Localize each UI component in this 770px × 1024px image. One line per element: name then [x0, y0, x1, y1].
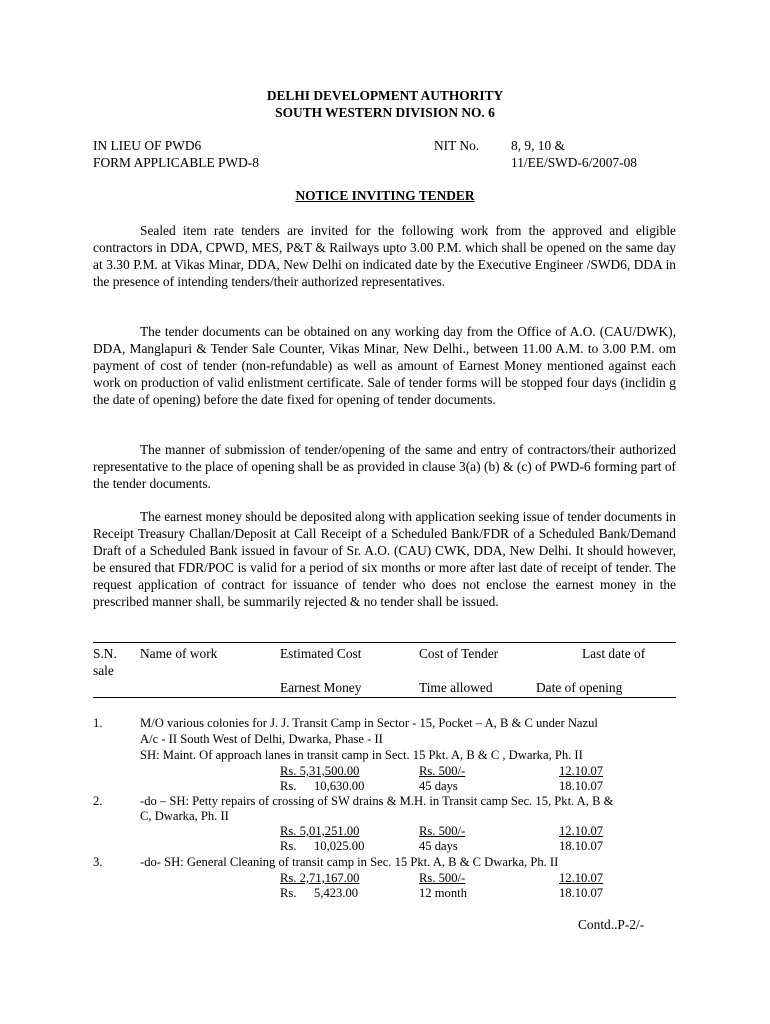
row-last-date: 12.10.07: [559, 764, 604, 778]
row-estimated-cost: Rs. 5,31,500.00: [280, 764, 360, 778]
org-title: DELHI DEVELOPMENT AUTHORITY: [266, 88, 504, 103]
nit-number-line-1: 8, 9, 10 &: [511, 138, 565, 153]
row-time-allowed: 45 days: [419, 779, 458, 793]
continued-note: Contd..P-2/-: [578, 917, 645, 932]
paragraph-1: Sealed item rate tenders are invited for the following work from the approved and eligible contractors in DDA, CPWD, MES, P&T & Railways upto 3.00 P.M. which shall be opened on the same day at 3.30 P.M. at Vikas Minar, DDA, New Delhi on indicated date by the Executive Engineer /SWD6, DDA in the presence of intending tenders/their authorized representatives.: [93, 223, 676, 289]
row-earnest-amount: 10,025.00: [314, 839, 365, 853]
nit-number-line-2: 11/EE/SWD-6/2007-08: [511, 155, 637, 170]
col-time-allowed: Time allowed: [419, 680, 493, 695]
row-earnest-rs: Rs.: [280, 886, 297, 900]
row-desc-line: A/c - II South West of Delhi, Dwarka, Phase - II: [140, 732, 383, 746]
form-text: FORM APPLICABLE PWD-8: [93, 155, 259, 170]
col-name-of-work: Name of work: [140, 646, 218, 661]
table-top-rule: [93, 642, 676, 643]
row-date-of-opening: 18.10.07: [559, 839, 604, 853]
row-date-of-opening: 18.10.07: [559, 886, 604, 900]
col-date-of-opening: Date of opening: [536, 680, 623, 695]
row-desc-line: -do- SH: General Cleaning of transit camp in Sec. 15 Pkt. A, B & C Dwarka, Ph. II: [140, 855, 559, 869]
division-title: SOUTH WESTERN DIVISION NO. 6: [275, 105, 495, 120]
col-earnest-money: Earnest Money: [280, 680, 362, 695]
col-cost-of-tender: Cost of Tender: [419, 646, 499, 661]
col-sn: S.N.: [93, 646, 117, 661]
paragraph-4: The earnest money should be deposited along with application seeking issue of tender documents in Receipt Treasury Challan/Deposit at Call Receipt of a Scheduled Bank/FDR of a Scheduled Bank/Demand Draft of a Scheduled Bank issued in favour of Sr. A.O. (CAU) CWK, DDA, New Delhi. It should however, be ensured that FDR/POC is valid for a period of six months or more after last date of receipt of tender. The request application of contract for issuance of tender who does not enclose the earnest money in the prescribed manner shall, be summarily rejected & no tender shall be issued.: [93, 509, 676, 609]
row-sn: 1.: [93, 716, 103, 730]
row-time-allowed: 45 days: [419, 839, 458, 853]
row-desc-line: M/O various colonies for J. J. Transit Camp in Sector - 15, Pocket – A, B & C under Nazul: [140, 716, 598, 730]
row-cost-of-tender: Rs. 500/-: [419, 871, 466, 885]
row-earnest-amount: 5,423.00: [314, 886, 359, 900]
row-desc-line: C, Dwarka, Ph. II: [140, 809, 229, 823]
row-estimated-cost: Rs. 5,01,251.00: [280, 824, 360, 838]
row-desc-line: -do – SH: Petty repairs of crossing of SW drains & M.H. in Transit camp Sec. 15, Pkt. A, B &: [140, 794, 614, 808]
col-estimated-cost: Estimated Cost: [280, 646, 362, 661]
notice-title: NOTICE INVITING TENDER: [295, 188, 475, 203]
paragraph-3: The manner of submission of tender/opening of the same and entry of contractors/their authorized representative to the place of opening shall be as provided in clause 3(a) (b) & (c) of PWD-6 forming part of the tender documents.: [93, 442, 676, 491]
lieu-text: IN LIEU OF PWD6: [93, 138, 202, 153]
row-cost-of-tender: Rs. 500/-: [419, 764, 466, 778]
paragraph-2: The tender documents can be obtained on any working day from the Office of A.O. (CAU/DWK), DDA, Manglapuri & Tender Sale Counter, Vikas Minar, New Delhi., between 11.00 A.M. to 3.00 P.M. om payment of cost of tender (non-refundable) as well as amount of Earnest Money mentioned against each work on production of valid enlistment certificate. Sale of tender forms will be stopped four days (inclidin g the date of opening) before the date fixed for opening of tender documents.: [93, 324, 676, 407]
row-sn: 2.: [93, 794, 103, 808]
row-date-of-opening: 18.10.07: [559, 779, 604, 793]
col-last-date: Last date of: [582, 646, 646, 661]
table-header-rule: [93, 697, 676, 698]
row-earnest-rs: Rs.: [280, 779, 297, 793]
row-desc-line: SH: Maint. Of approach lanes in transit camp in Sect. 15 Pkt. A, B & C , Dwarka, Ph. II: [140, 748, 583, 762]
row-last-date: 12.10.07: [559, 871, 604, 885]
row-cost-of-tender: Rs. 500/-: [419, 824, 466, 838]
nit-label: NIT No.: [434, 138, 480, 153]
row-sn: 3.: [93, 855, 103, 869]
row-estimated-cost: Rs. 2,71,167.00: [280, 871, 360, 885]
row-earnest-amount: 10,630.00: [314, 779, 365, 793]
row-time-allowed: 12 month: [419, 886, 467, 900]
row-last-date: 12.10.07: [559, 824, 604, 838]
row-earnest-rs: Rs.: [280, 839, 297, 853]
col-sale: sale: [93, 663, 114, 678]
